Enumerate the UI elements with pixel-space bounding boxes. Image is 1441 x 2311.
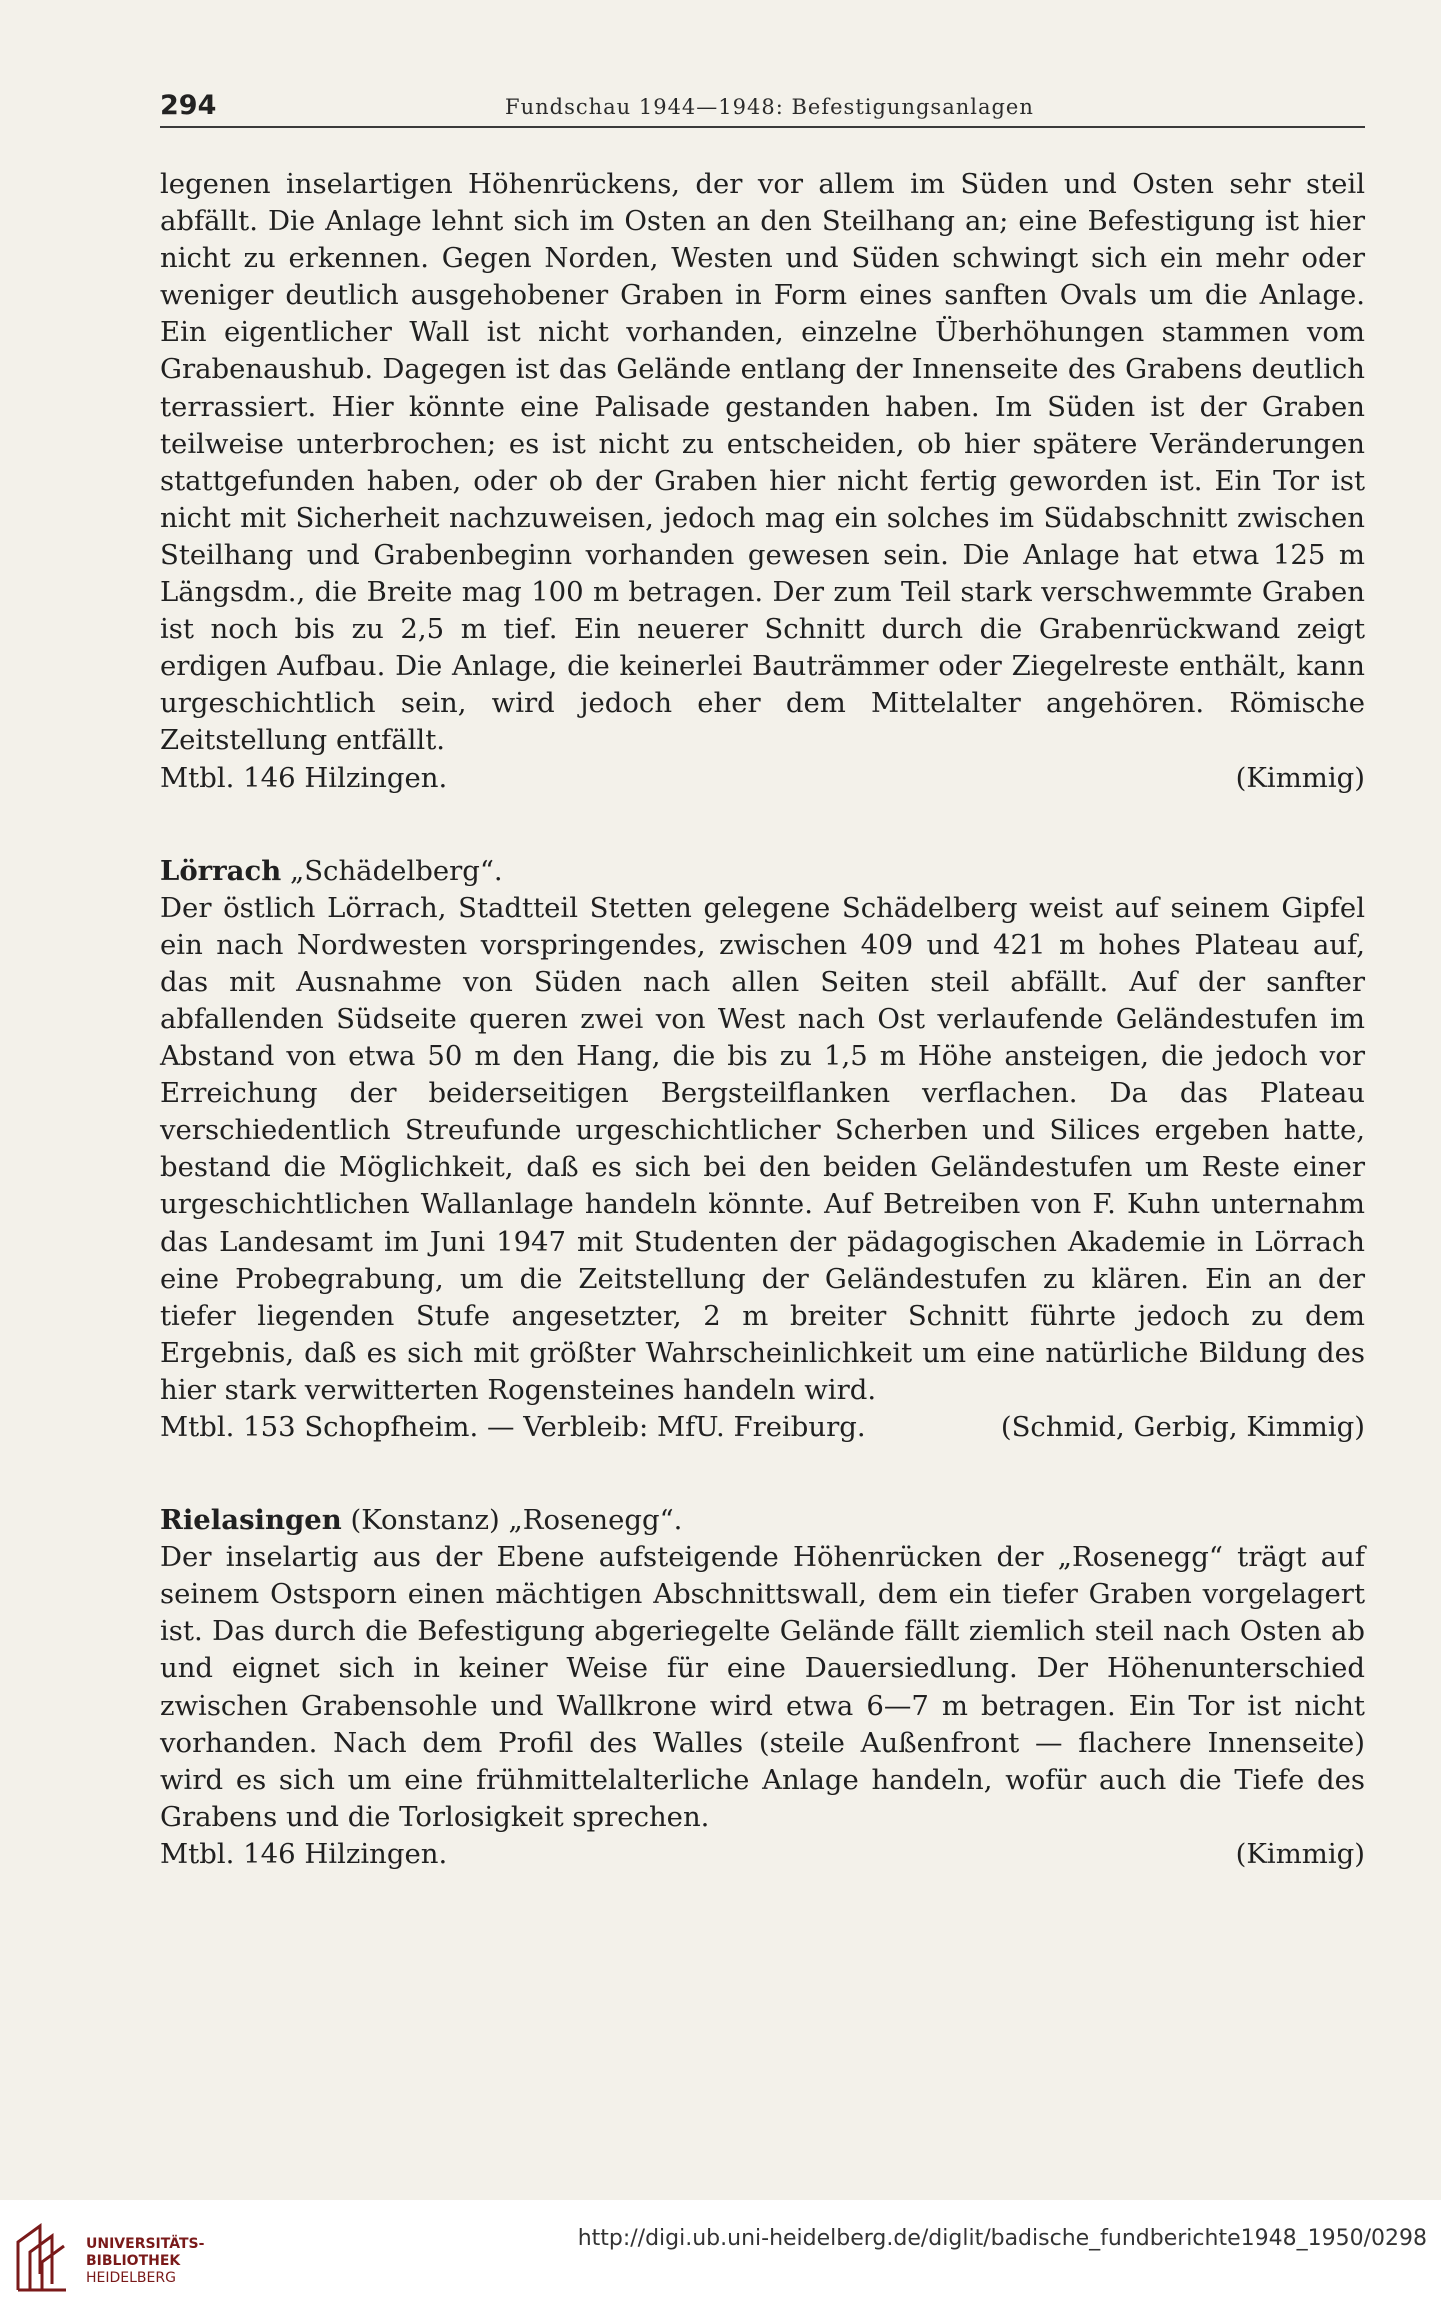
- mtbl-reference: Mtbl. 153 Schopfheim. — Verbleib: MfU. Freiburg.: [160, 1411, 866, 1443]
- site-title: „Schädelberg“.: [289, 854, 503, 887]
- paragraph-continued: legenen inselartigen Höhenrückens, der vor allem im Süden und Osten sehr steil abfällt. Die Anlage lehnt sich im Osten an den Steilhang an; eine Befestigung ist hier nicht zu erkennen. Gegen Norden, Westen und Süden schwingt sich ein mehr oder weniger deutlich ausgehobener Graben in Form eines sanften Ovals um die Anlage. Ein eigentlicher Wall ist nicht vorhanden, einzelne Überhöhungen stammen vom Grabenaushub. Dagegen ist das Gelände entlang der Innenseite des Grabens deutlich terrassiert. Hier könnte eine Palisade gestanden haben. Im Süden ist der Graben teilweise unterbrochen; es ist nicht zu entscheiden, ob hier spätere Veränderungen stattgefunden haben, oder ob der Graben hier nicht fertig geworden ist. Ein Tor ist nicht mit Sicherheit nachzuweisen, jedoch mag ein solches im Südabschnitt zwischen Steilhang und Grabenbeginn vorhanden gewesen sein. Die Anlage hat etwa 125 m Längsdm., die Breite mag 100 m betragen. Der zum Teil stark verschwemmte Graben ist noch bis zu 2,5 m tief. Ein neuerer Schnitt durch die Grabenrückwand zeigt erdigen Aufbau. Die Anlage, die keinerlei Bauträmmer oder Ziegelreste enthält, kann urgeschichtlich sein, wird jedoch eher dem Mittelalter angehören. Römische Zeitstellung entfällt.: [160, 168, 1365, 757]
- running-head: Fundschau 1944—1948: Befestigungsanlagen: [505, 95, 1034, 119]
- library-name-line: UNIVERSITÄTS-: [86, 2236, 205, 2252]
- source-url-link[interactable]: http://digi.ub.uni-heidelberg.de/diglit/badische_fundberichte1948_1950/0298: [577, 2226, 1427, 2251]
- author-credit: (Kimmig): [1235, 1837, 1365, 1870]
- body-text: [160, 166, 1365, 1873]
- place-name: Lörrach: [160, 854, 282, 887]
- reference-line: [160, 760, 1365, 797]
- reference-line: [160, 1409, 1365, 1446]
- footer-bar: [0, 2200, 1441, 2311]
- reference-line: [160, 1836, 1365, 1873]
- library-logo-icon: [10, 2220, 80, 2294]
- author-credit: (Kimmig): [1235, 761, 1365, 794]
- library-name-line: BIBLIOTHEK: [86, 2253, 181, 2269]
- section-heading-rielasingen: [160, 1502, 1365, 1539]
- library-name: [86, 2236, 204, 2287]
- mtbl-reference: Mtbl. 146 Hilzingen.: [160, 761, 448, 794]
- page-header: [160, 90, 1365, 128]
- section-heading-loerrach: [160, 853, 1365, 890]
- page-number: 294: [160, 90, 217, 121]
- author-credit: (Schmid, Gerbig, Kimmig): [1000, 1411, 1365, 1443]
- paragraph-rielasingen: Der inselartig aus der Ebene aufsteigende Höhenrücken der „Rosenegg“ trägt auf seinem Ostsporn einen mächtigen Abschnittswall, dem ein tiefer Graben vorgelagert ist. Das durch die Befestigung abgeriegelte Gelände fällt ziemlich steil nach Osten ab und eignet sich in keiner Weise für eine Dauersiedlung. Der Höhenunterschied zwischen Grabensohle und Wallkrone wird etwa 6—7 m betragen. Ein Tor ist nicht vorhanden. Nach dem Profil des Walles (steile Außenfront — flachere Innenseite) wird es sich um eine frühmittelalterliche Anlage handeln, wofür auch die Tiefe des Grabens und die Torlosigkeit sprechen.: [160, 1541, 1365, 1833]
- site-title: (Konstanz) „Rosenegg“.: [350, 1504, 683, 1537]
- place-name: Rielasingen: [160, 1504, 342, 1537]
- library-name-line: HEIDELBERG: [86, 2270, 176, 2286]
- paragraph-loerrach: Der östlich Lörrach, Stadtteil Stetten gelegene Schädelberg weist auf seinem Gipfel ein nach Nordwesten vorspringendes, zwischen 409 und 421 m hohes Plateau auf, das mit Ausnahme von Süden nach allen Seiten steil abfällt. Auf der sanfter abfallenden Südseite queren zwei von West nach Ost verlaufende Geländestufen im Abstand von etwa 50 m den Hang, die bis zu 1,5 m Höhe ansteigen, die jedoch vor Erreichung der beiderseitigen Bergsteilflanken verflachen. Da das Plateau verschiedentlich Streufunde urgeschichtlicher Scherben und Silices ergeben hatte, bestand die Möglichkeit, daß es sich bei den beiden Geländestufen um Reste einer urgeschichtlichen Wallanlage handeln könnte. Auf Betreiben von F. Kuhn unternahm das Landesamt im Juni 1947 mit Studenten der pädagogischen Akademie in Lörrach eine Probegrabung, um die Zeitstellung der Geländestufen zu klären. Ein an der tiefer liegenden Stufe angesetzter, 2 m breiter Schnitt führte jedoch zu dem Ergebnis, daß es sich mit größter Wahrscheinlichkeit um eine natürliche Bildung des hier stark verwitterten Rogensteines handeln wird.: [160, 891, 1365, 1406]
- mtbl-reference: Mtbl. 146 Hilzingen.: [160, 1837, 448, 1870]
